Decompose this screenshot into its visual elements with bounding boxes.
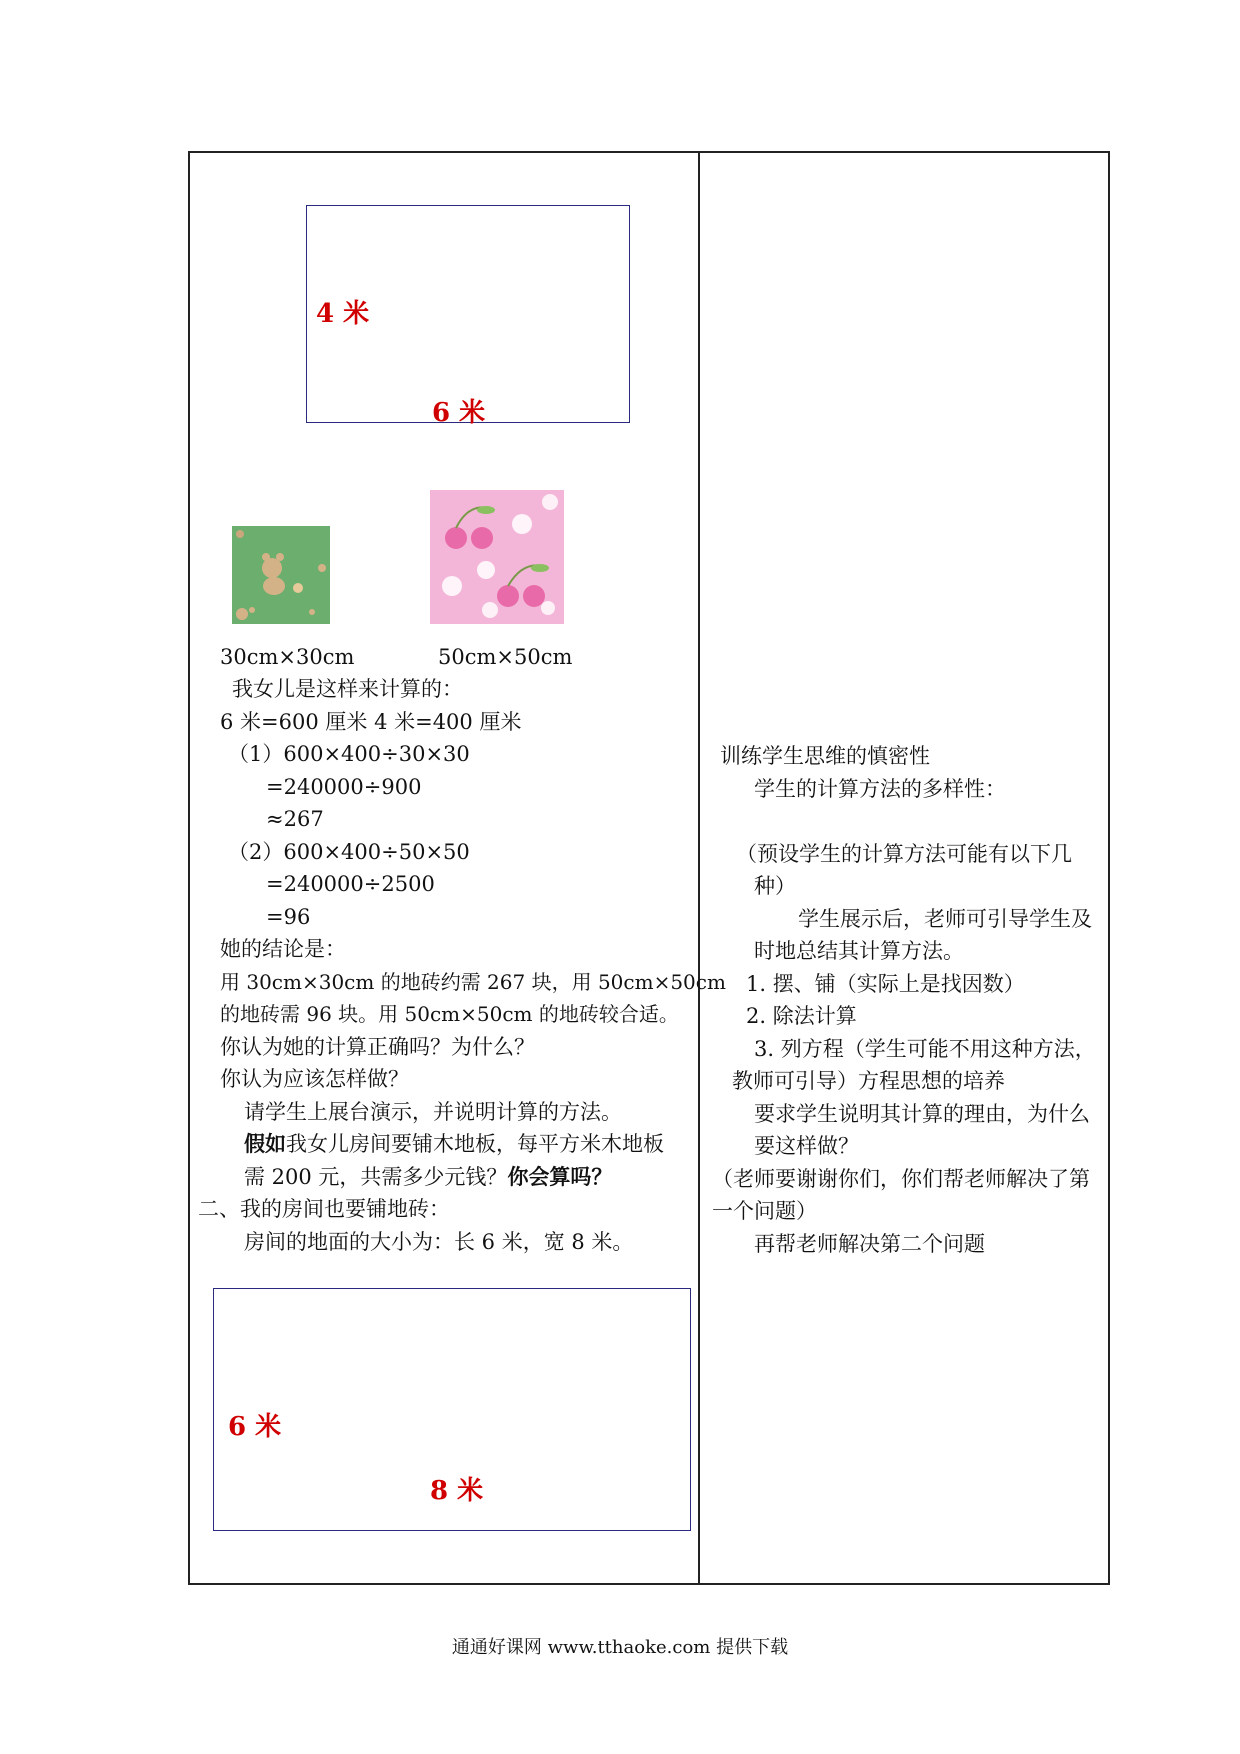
left-line-6: （2）600×400÷50×50 [228,840,470,864]
left-line-15-rest: 我女儿房间要铺木地板，每平方米木地板 [286,1132,664,1156]
right-line-4: 种） [754,874,796,898]
small-tile-label: 30cm×30cm [220,645,355,669]
left-line-15-bold: 假如 [244,1131,286,1156]
large-tile-image [430,490,564,624]
section-two-heading: 二、我的房间也要铺地砖： [198,1197,450,1221]
left-line-8: =96 [266,905,311,929]
right-line-15: 再帮老师解决第二个问题 [754,1232,985,1256]
left-line-14: 请学生上展台演示，并说明计算的方法。 [244,1100,622,1124]
right-line-5: 学生展示后，老师可引导学生及 [798,907,1092,931]
large-tile-label: 50cm×50cm [438,645,573,669]
right-line-2: 学生的计算方法的多样性： [754,777,1006,801]
column-divider [698,153,700,1583]
left-line-18: 房间的地面的大小为：长 6 米，宽 8 米。 [244,1230,634,1254]
left-line-3: （1）600×400÷30×30 [228,742,470,766]
diagram-1-height-label: 4 米 [316,299,370,329]
left-line-15 [244,1128,664,1160]
right-line-8: 2. 除法计算 [746,1004,857,1028]
right-line-12: 要这样做？ [754,1134,859,1158]
small-tile-image [232,526,330,624]
right-line-10: 教师可引导）方程思想的培养 [732,1069,1005,1093]
left-line-16-rest: 需 200 元，共需多少元钱？ [244,1165,508,1189]
left-line-10: 用 30cm×30cm 的地砖约需 267 块，用 50cm×50cm [220,970,726,994]
diagram-2-width-label: 8 米 [430,1476,484,1506]
left-line-16 [244,1161,612,1193]
left-line-5: ≈267 [266,807,324,831]
left-line-1: 我女儿是这样来计算的： [232,677,463,701]
left-line-12: 你认为她的计算正确吗？为什么？ [220,1035,535,1059]
diagram-2-height-label: 6 米 [228,1412,282,1442]
right-line-14: 一个问题） [712,1199,817,1223]
right-line-7: 1. 摆、铺（实际上是找因数） [746,972,1025,996]
right-line-3: （预设学生的计算方法可能有以下几 [736,842,1072,866]
left-line-16-bold: 你会算吗？ [507,1164,613,1189]
page-footer: 通通好课网 www.tthaoke.com 提供下载 [451,1637,789,1658]
left-line-2: 6 米=600 厘米 4 米=400 厘米 [220,710,522,734]
left-line-7: =240000÷2500 [266,872,435,896]
right-line-13: （老师要谢谢你们，你们帮老师解决了第 [712,1167,1090,1191]
left-line-9: 她的结论是： [220,937,346,961]
left-line-4: =240000÷900 [266,775,422,799]
left-line-11: 的地砖需 96 块。用 50cm×50cm 的地砖较合适。 [220,1002,679,1026]
diagram-1-width-label: 6 米 [432,398,486,428]
right-line-1: 训练学生思维的慎密性 [720,744,930,768]
right-line-11: 要求学生说明其计算的理由，为什么 [754,1102,1090,1126]
right-line-9: 3. 列方程（学生可能不用这种方法， [754,1037,1096,1061]
right-line-6: 时地总结其计算方法。 [754,939,964,963]
left-line-13: 你认为应该怎样做？ [220,1067,409,1091]
